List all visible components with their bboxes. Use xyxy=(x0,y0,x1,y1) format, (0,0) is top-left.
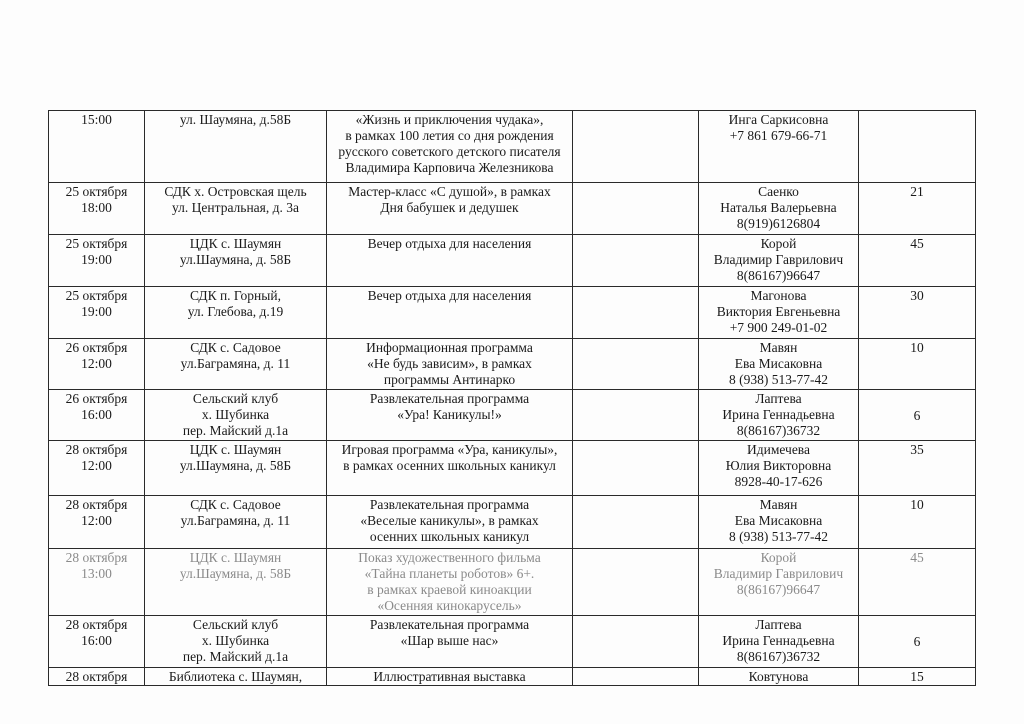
cell-time: 26 октября 12:00 xyxy=(49,339,145,390)
cell-place: Сельский клуб х. Шубинка пер. Майский д.1а xyxy=(145,390,327,441)
cell-contact: Корой Владимир Гаврилович 8(86167)96647 xyxy=(699,235,859,287)
cell-empty xyxy=(573,549,699,616)
table-row xyxy=(49,668,976,686)
table-row xyxy=(49,496,976,549)
cell-time: 28 октября 12:00 xyxy=(49,496,145,549)
cell-event: «Жизнь и приключения чудака», в рамках 100 летия со дня рождения русского советского детского писателя Владимира Карповича Железникова xyxy=(327,111,573,183)
cell-empty xyxy=(573,668,699,686)
table-row xyxy=(49,390,976,441)
cell-contact: Саенко Наталья Валерьевна 8(919)6126804 xyxy=(699,183,859,235)
cell-contact: Корой Владимир Гаврилович 8(86167)96647 xyxy=(699,549,859,616)
cell-empty xyxy=(573,183,699,235)
cell-empty xyxy=(573,616,699,668)
cell-place: СДК с. Садовое ул.Баграмяна, д. 11 xyxy=(145,339,327,390)
cell-event: Развлекательная программа «Веселые каникулы», в рамках осенних школьных каникул xyxy=(327,496,573,549)
cell-event: Вечер отдыха для населения xyxy=(327,235,573,287)
cell-count xyxy=(859,111,976,183)
cell-contact: Инга Саркисовна +7 861 679-66-71 xyxy=(699,111,859,183)
cell-time: 26 октября 16:00 xyxy=(49,390,145,441)
cell-contact: Идимечева Юлия Викторовна 8928-40-17-626 xyxy=(699,441,859,496)
cell-count: 10 xyxy=(859,496,976,549)
cell-event: Развлекательная программа «Ура! Каникулы!» xyxy=(327,390,573,441)
cell-time: 28 октября xyxy=(49,668,145,686)
cell-time: 15:00 xyxy=(49,111,145,183)
cell-empty xyxy=(573,390,699,441)
cell-empty xyxy=(573,235,699,287)
cell-contact: Мавян Ева Мисаковна 8 (938) 513-77-42 xyxy=(699,339,859,390)
cell-place: СДК х. Островская щель ул. Центральная, д. 3а xyxy=(145,183,327,235)
cell-contact: Магонова Виктория Евгеньевна +7 900 249-01-02 xyxy=(699,287,859,339)
cell-time: 25 октября 18:00 xyxy=(49,183,145,235)
cell-contact: Ковтунова xyxy=(699,668,859,686)
cell-contact: Лаптева Ирина Геннадьевна 8(86167)36732 xyxy=(699,390,859,441)
table-row xyxy=(49,235,976,287)
schedule-table xyxy=(48,110,976,686)
table-row xyxy=(49,616,976,668)
cell-count: 6 xyxy=(859,616,976,668)
cell-count: 21 xyxy=(859,183,976,235)
table-row xyxy=(49,441,976,496)
table-row xyxy=(49,339,976,390)
cell-count: 45 xyxy=(859,549,976,616)
cell-place: ЦДК с. Шаумян ул.Шаумяна, д. 58Б xyxy=(145,235,327,287)
cell-time: 28 октября 13:00 xyxy=(49,549,145,616)
cell-event: Вечер отдыха для населения xyxy=(327,287,573,339)
cell-event: Игровая программа «Ура, каникулы», в рамках осенних школьных каникул xyxy=(327,441,573,496)
cell-place: ул. Шаумяна, д.58Б xyxy=(145,111,327,183)
cell-time: 28 октября 16:00 xyxy=(49,616,145,668)
cell-place: ЦДК с. Шаумян ул.Шаумяна, д. 58Б xyxy=(145,441,327,496)
table-row xyxy=(49,287,976,339)
cell-empty xyxy=(573,496,699,549)
cell-count: 10 xyxy=(859,339,976,390)
table-row xyxy=(49,549,976,616)
cell-count: 45 xyxy=(859,235,976,287)
cell-place: СДК с. Садовое ул.Баграмяна, д. 11 xyxy=(145,496,327,549)
cell-count: 35 xyxy=(859,441,976,496)
cell-place: Библиотека с. Шаумян, xyxy=(145,668,327,686)
cell-time: 25 октября 19:00 xyxy=(49,235,145,287)
cell-count: 15 xyxy=(859,668,976,686)
cell-event: Мастер-класс «С душой», в рамках Дня бабушек и дедушек xyxy=(327,183,573,235)
cell-place: Сельский клуб х. Шубинка пер. Майский д.1а xyxy=(145,616,327,668)
cell-event: Иллюстративная выставка xyxy=(327,668,573,686)
cell-time: 25 октября 19:00 xyxy=(49,287,145,339)
cell-count: 30 xyxy=(859,287,976,339)
cell-empty xyxy=(573,441,699,496)
cell-event: Развлекательная программа «Шар выше нас» xyxy=(327,616,573,668)
cell-place: СДК п. Горный, ул. Глебова, д.19 xyxy=(145,287,327,339)
cell-contact: Мавян Ева Мисаковна 8 (938) 513-77-42 xyxy=(699,496,859,549)
cell-contact: Лаптева Ирина Геннадьевна 8(86167)36732 xyxy=(699,616,859,668)
cell-count: 6 xyxy=(859,390,976,441)
cell-empty xyxy=(573,111,699,183)
cell-time: 28 октября 12:00 xyxy=(49,441,145,496)
cell-empty xyxy=(573,339,699,390)
cell-event: Информационная программа «Не будь зависим», в рамках программы Антинарко xyxy=(327,339,573,390)
cell-place: ЦДК с. Шаумян ул.Шаумяна, д. 58Б xyxy=(145,549,327,616)
cell-event: Показ художественного фильма «Тайна планеты роботов» 6+. в рамках краевой киноакции «Осенняя кинокарусель» xyxy=(327,549,573,616)
table-row xyxy=(49,183,976,235)
table-row xyxy=(49,111,976,183)
cell-empty xyxy=(573,287,699,339)
